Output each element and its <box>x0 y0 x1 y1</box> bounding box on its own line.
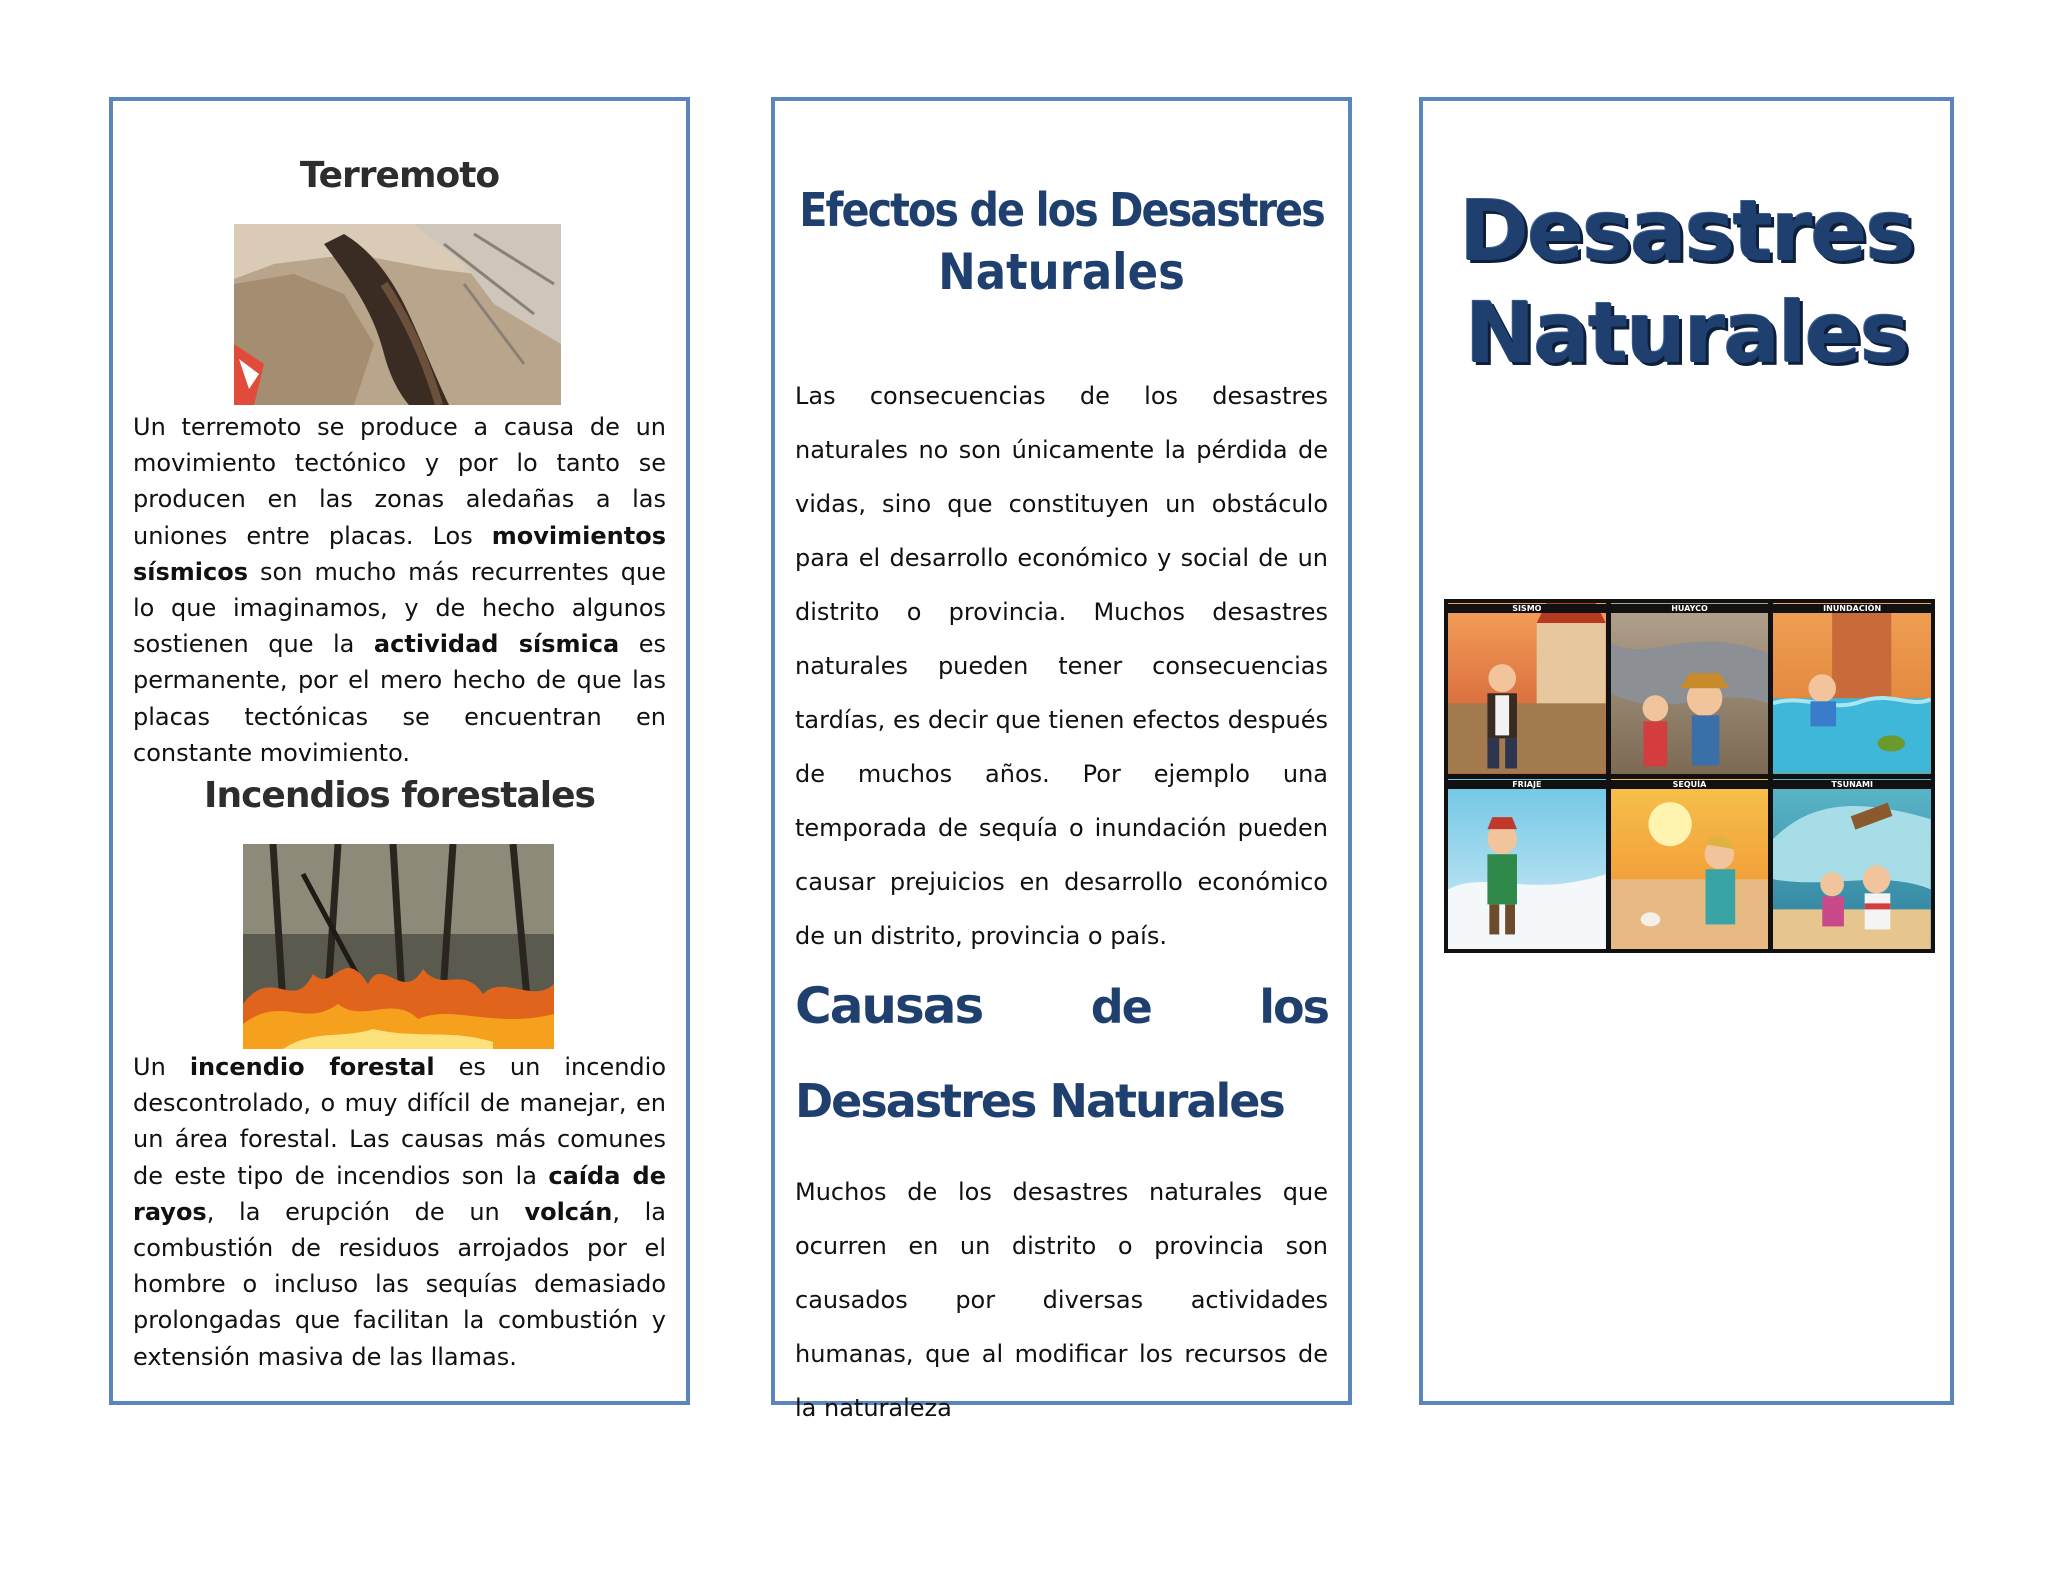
terremoto-title: Terremoto <box>299 155 500 196</box>
grid-label: HUAYCO <box>1611 604 1769 613</box>
text-run: son mucho más recurrentes que lo que imaginamos, y de hecho algunos sostienen que la <box>133 557 666 659</box>
forest-fire-photo <box>243 844 554 1049</box>
causas-title <box>795 959 1328 1148</box>
bold-term: incendio forestal <box>189 1053 435 1081</box>
terremoto-paragraph <box>133 409 666 771</box>
panel-middle <box>771 97 1352 1422</box>
grid-label: SISMO <box>1448 604 1606 613</box>
illustration-huayco <box>1611 603 1769 774</box>
panel-left <box>109 97 690 1405</box>
illustration-tsunami <box>1773 779 1931 950</box>
text-run: es permanente, por el mero hecho de que las placas tectónicas se encuentran en constante movimiento. <box>133 630 666 767</box>
illustration-sismo <box>1448 603 1606 774</box>
causas-title-word: Causas <box>795 977 983 1035</box>
causas-title-rest: de los Desastres Naturales <box>795 980 1329 1128</box>
grid-label: INUNDACIÓN <box>1773 604 1931 613</box>
incendios-paragraph <box>133 1049 666 1375</box>
grid-label: SEQUÍA <box>1611 780 1769 789</box>
text-run: , la erupción de un <box>206 1197 525 1226</box>
efectos-paragraph: Las consecuencias de los desastres naturales no son únicamente la pérdida de vidas, sino que constituyen un obstáculo para el desarrollo económico y social de un distrito o provincia. Muchos desastres naturales pueden tener consecuencias tardías, es decir que tienen efectos después de muchos años. Por ejemplo una temporada de sequía o inundación pueden causar prejuicios en desarrollo económico de un distrito, provincia o país. <box>795 382 1328 950</box>
bold-term: volcán <box>524 1197 613 1226</box>
incendios-title: Incendios forestales <box>204 775 595 816</box>
illustration-sequia <box>1611 779 1769 950</box>
efectos-title-line1: Efectos de los Desastres <box>799 183 1324 237</box>
text-run: es un incendio descontrolado, o muy difícil de manejar, en un área forestal. Las causas más comunes de este tipo de incendios son la <box>133 1053 667 1190</box>
earthquake-photo <box>234 224 561 405</box>
grid-label: TSUNAMI <box>1773 780 1931 789</box>
disasters-illustration-grid <box>1444 599 1935 953</box>
text-run: Un <box>133 1053 190 1081</box>
text-run: , la combustión de residuos arrojados por el hombre o incluso las sequías demasiado prolongadas que facilitan la combustión y extensión masiva de las llamas. <box>133 1197 667 1371</box>
bold-term: actividad sísmica <box>373 630 620 659</box>
bold-term: caída de rayos <box>133 1161 666 1226</box>
illustration-friaje <box>1448 779 1606 950</box>
cover-title-line1: Desastres <box>1459 182 1914 280</box>
panel-right <box>1419 97 1954 1405</box>
cover-title-line2: Naturales <box>1465 284 1908 382</box>
grid-label: FRIAJE <box>1448 780 1606 789</box>
causas-paragraph: Muchos de los desastres naturales que ocurren en un distrito o provincia son causados por diversas actividades humanas, que al modificar los recursos de la naturaleza <box>795 1178 1328 1422</box>
bold-term: movimientos sísmicos <box>133 521 666 586</box>
illustration-inundacion <box>1773 603 1931 774</box>
text-run: Un terremoto se produce a causa de un movimiento tectónico y por lo tanto se producen en las zonas aledañas a las uniones entre placas. Los <box>133 413 666 550</box>
efectos-title-line2: Naturales <box>938 243 1185 301</box>
